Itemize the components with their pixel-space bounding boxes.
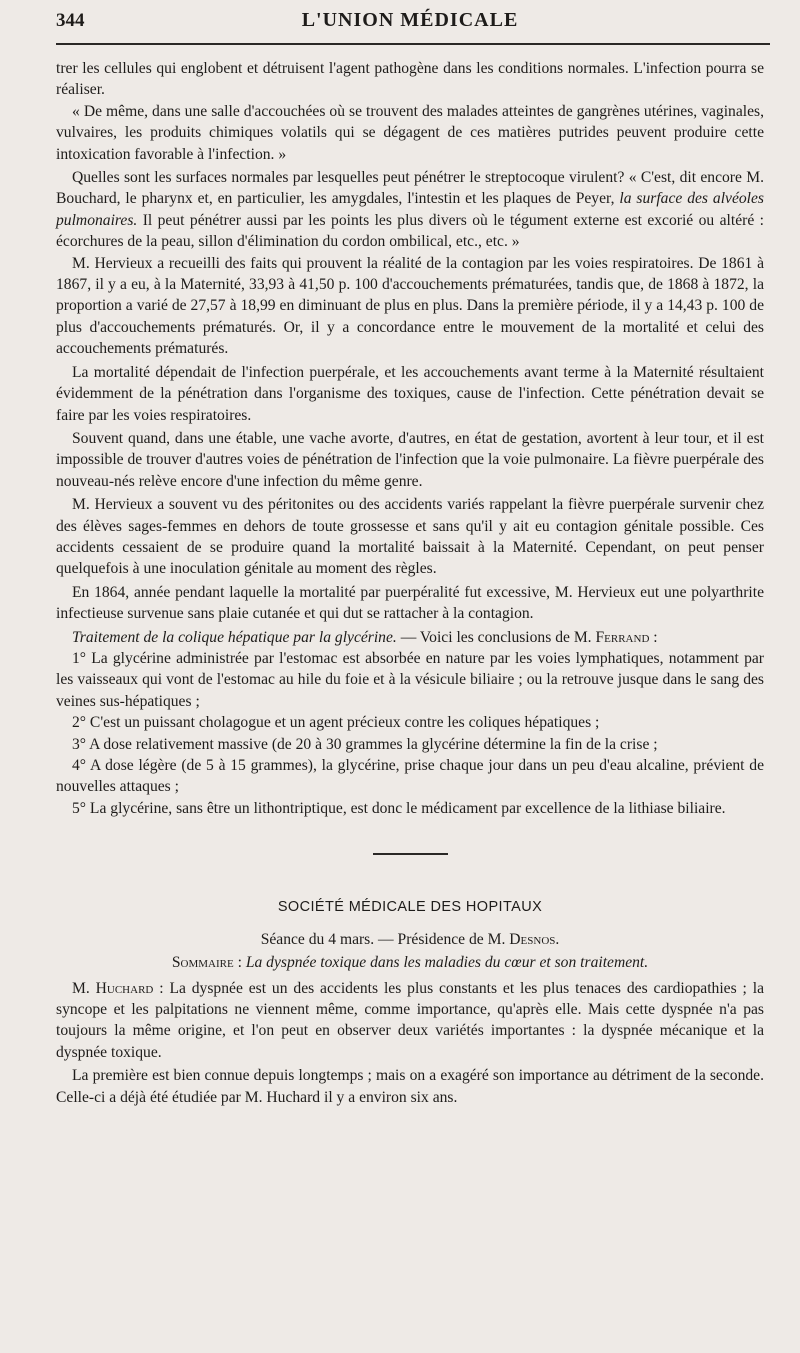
- paragraph-text: Il peut pénétrer aussi par les points les plus divers où le tégument externe est excorié ou altéré : écorchures de la peau, sillon d'élimination du cordon ombilical, etc., etc. »: [56, 211, 764, 251]
- summary-line: [56, 952, 764, 973]
- paragraph: Souvent quand, dans une étable, une vache avorte, d'autres, en état de gestation, avortent à leur tour, et il est impossible de trouver d'autres voies de pénétration de l'infection que la voie pulmonaire. La fièvre puerpérale des nouveau-nés relève encore d'une infection du même genre.: [56, 429, 764, 490]
- author-name: Ferrand: [595, 628, 650, 646]
- article-body: [56, 58, 764, 1108]
- session-line: [56, 929, 764, 950]
- italic-phrase: la surface des alvéoles pulmonaires.: [56, 190, 764, 229]
- header-rule: [56, 43, 770, 45]
- colon: :: [649, 628, 658, 646]
- paragraph: En 1864, année pendant laquelle la mortalité par puerpéralité fut excessive, M. Hervieux eut une polyarthrite infectieuse survenue sans plaie cutanée et qui dut se rattacher à la contagion.: [56, 583, 764, 623]
- conclusion-item: 3° A dose relativement massive (de 20 à 30 grammes la glycérine détermine la fin de la crise ;: [72, 735, 658, 753]
- conclusion-item: 2° C'est un puissant cholagogue et un agent précieux contre les coliques hépatiques ;: [72, 714, 600, 732]
- section-heading: [56, 627, 764, 648]
- paragraph-text: Quelles sont les surfaces normales par lesquelles peut pénétrer le streptocoque virulent? « C'est, dit encore M. Bouchard, le pharynx et, en particulier, les amygdales, l'intestin et les plaques de Peyer,: [56, 169, 764, 208]
- section-intro: — Voici les conclusions de M.: [396, 628, 596, 646]
- paragraph: trer les cellules qui englobent et détruisent l'agent pathogène dans les conditions normales. L'infection pourra se réaliser.: [56, 60, 764, 99]
- section-separator: [373, 853, 448, 855]
- summary-label: Sommaire: [171, 953, 234, 971]
- session-end: .: [555, 930, 560, 948]
- page-header: [56, 0, 764, 45]
- section-title: Traitement de la colique hépatique par la glycérine.: [72, 628, 397, 646]
- paragraph-text: : La dyspnée est un des accidents les plus constants et les plus tenaces des cardiopathies ; la syncope et les palpitations ne viennent même, comme importance, qu'après elle. Mais cette dyspnée n'a pas toujours la même origine, et l'on peut en observer deux variétés importantes : la dyspnée mécanique et la dyspnée toxique.: [56, 979, 765, 1061]
- session-text: Séance du 4 mars. — Présidence de M.: [260, 930, 510, 948]
- speaker-name: M. Huchard: [72, 979, 154, 997]
- conclusion-item: 4° A dose légère (de 5 à 15 grammes), la glycérine, prise chaque jour dans un peu d'eau alcaline, prévient de nouvelles attaques ;: [56, 757, 764, 796]
- paragraph: [56, 167, 764, 253]
- page-number: 344: [56, 10, 85, 31]
- conclusion-item: 1° La glycérine administrée par l'estomac est absorbée en nature par les voies lymphatiques, notamment par les vaisseaux qui vont de l'estomac au hile du foie et à la vésicule biliaire ; ou la retrouve jusque dans le sang des veines sus-hépatiques ;: [56, 649, 764, 710]
- paragraph: [56, 978, 764, 1064]
- summary-text: La dyspnée toxique dans les maladies du cœur et son traitement.: [245, 953, 649, 971]
- paragraph: La première est bien connue depuis longtemps ; mais on a exagéré son importance au détriment de la seconde. Celle-ci a déjà été étudiée par M. Huchard il y a environ six ans.: [56, 1067, 764, 1106]
- paragraph: La mortalité dépendait de l'infection puerpérale, et les accouchements avant terme à la Maternité résultaient évidemment de la pénétration dans l'organisme des toxiques, cause de l'infection. Cette pénétration devait se faire par les voies respiratoires.: [56, 363, 764, 424]
- society-title: SOCIÉTÉ MÉDICALE DES HOPITAUX: [277, 899, 543, 916]
- paragraph: M. Hervieux a souvent vu des péritonites ou des accidents variés rappelant la fièvre puerpérale survenir chez des élèves sages-femmes en dehors de toute grossesse et sans qu'il y ait eu contagion génitale possible. Ces accidents cessaient de se produire quand la mortalité baissait à la Maternité. Cependant, on peut penser quelquefois à une inoculation génitale au moment des règles.: [56, 496, 764, 578]
- society-body: [56, 978, 764, 1108]
- president-name: Desnos: [509, 930, 556, 948]
- conclusion-item: 5° La glycérine, sans être un lithontriptique, est donc le médicament par excellence de la lithiase biliaire.: [72, 799, 726, 817]
- summary-sep: :: [233, 953, 246, 971]
- paragraph: « De même, dans une salle d'accouchées où se trouvent des malades atteintes de gangrènes utérines, vaginales, vulvaires, les produits chimiques volatils qui se dégagent de ces matières putrides peuvent produire cette intoxication favorable à l'infection. »: [56, 102, 764, 163]
- running-title: L'UNION MÉDICALE: [301, 9, 519, 31]
- paragraph: M. Hervieux a recueilli des faits qui prouvent la réalité de la contagion par les voies respiratoires. De 1861 à 1867, il y a eu, à la Maternité, 33,93 à 41,50 p. 100 d'accouchements prématurées, tandis que, de 1868 à 1872, la proportion a varié de 27,57 à 18,99 en diminuant de plus en plus. Dans la première période, il y a 14,43 p. 100 de plus d'accouchements prématurés. Or, il y a concordance entre le mouvement de la mortalité et celui des accouchements prématurés.: [56, 254, 764, 358]
